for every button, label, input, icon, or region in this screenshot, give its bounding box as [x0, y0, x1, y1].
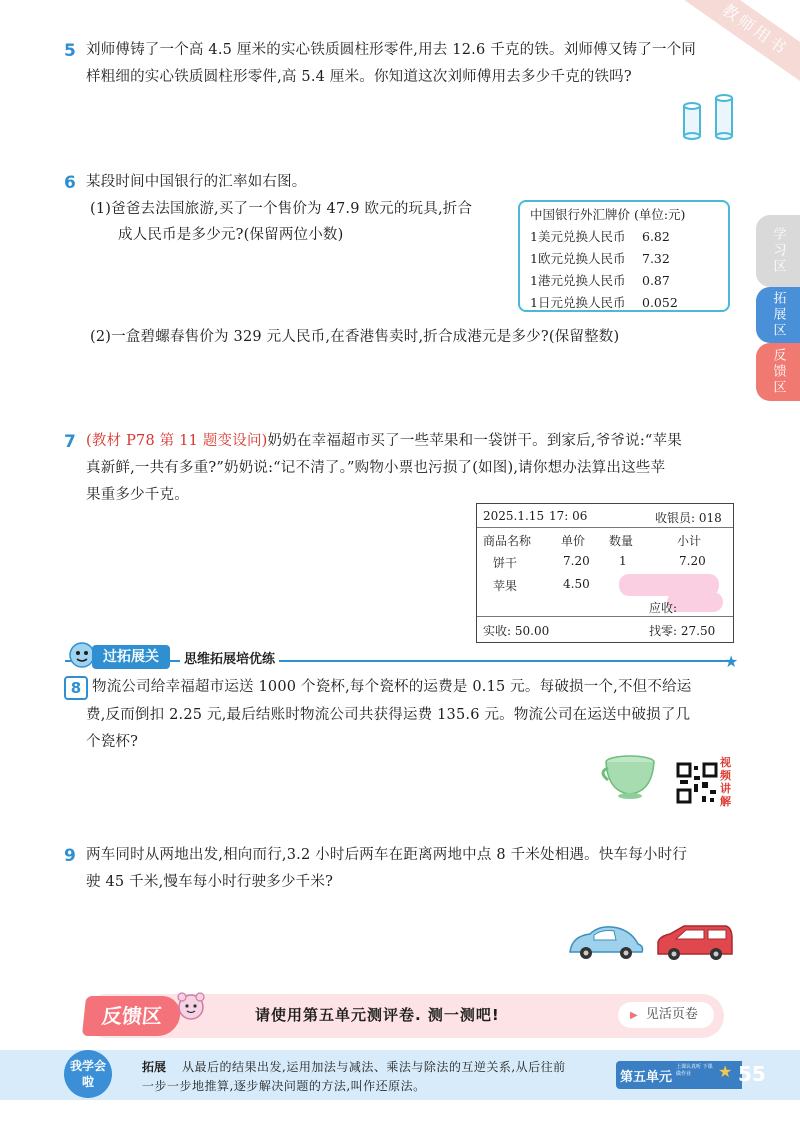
question-9-line1: 两车同时从两地出发,相向而行,3.2 小时后两车在距离两地中点 8 千米处相遇。快车每小时行: [86, 847, 688, 863]
exchange-rate-title: 中国银行外汇牌价 (单位:元): [530, 207, 686, 222]
teacher-book-stamp: 教师用书: [676, 0, 800, 92]
exchange-rate-table: [518, 200, 730, 312]
receipt-header: 商品名称: [483, 534, 532, 548]
receipt-header: 数量: [609, 534, 634, 548]
exchange-rate-row: 1欧元兑换人民币 7.32: [530, 251, 670, 266]
feedback-title: 反馈区: [82, 996, 182, 1036]
teacup-illustration: [600, 752, 662, 802]
receipt-unit-price: 7.20: [563, 554, 590, 568]
blue-car-illustration: [566, 922, 646, 962]
receipt-header: 单价: [561, 534, 586, 548]
question-8-line2: 费,反而倒扣 2.25 元,最后结账时物流公司共获得运费 135.6 元。物流公司在运送中破损了几: [86, 707, 691, 723]
receipt-amount-due: 应收:: [649, 601, 678, 615]
exchange-rate-row: 1美元兑换人民币 6.82: [530, 229, 670, 244]
question-6-number: 6: [64, 173, 76, 193]
i-learned-badge: 我学会啦: [64, 1050, 112, 1098]
view-loose-leaf-label: 见活页卷: [645, 1007, 698, 1022]
footer-tip-line2: 一步一步地推算,逐步解决问题的方法,叫作还原法。: [142, 1079, 426, 1093]
question-8-line1: 物流公司给幸福超市运送 1000 个瓷杯,每个瓷杯的运费是 0.15 元。每破损一个,不但不给运: [92, 679, 692, 695]
question-5-line1: 刘师傅铸了一个高 4.5 厘米的实心铁质圆柱形零件,用去 12.6 千克的铁。刘师傅又铸了一个同: [86, 42, 696, 58]
page-number: 55: [738, 1062, 766, 1086]
footer-tip-line1: 从最后的结果出发,运用加法与减法、乘法与除法的互逆关系,从后往前: [182, 1060, 566, 1074]
question-7-line3: 果重多少千克。: [86, 487, 189, 503]
unit-label: 第五单元: [620, 1070, 673, 1085]
receipt-header: 小计: [677, 534, 702, 548]
exchange-rate-row: 1日元兑换人民币 0.052: [530, 295, 678, 310]
view-loose-leaf-button[interactable]: [618, 1002, 714, 1028]
mascot-bear-icon: [174, 990, 208, 1022]
question-6-part1-line2: 成人民币是多少元?(保留两位小数): [118, 227, 344, 243]
receipt-paid: 实收: 50.00: [483, 624, 550, 638]
tab-feedback-zone[interactable]: [756, 343, 800, 401]
question-8-line3: 个瓷杯?: [86, 734, 139, 750]
tab-study-zone[interactable]: [756, 215, 800, 287]
question-8-number: 8: [64, 676, 88, 700]
receipt-subtotal: 7.20: [679, 554, 706, 568]
shopping-receipt: [476, 503, 734, 643]
star-icon: ★: [724, 652, 739, 671]
receipt-cashier: 收银员: 018: [655, 511, 722, 525]
receipt-item-name: 苹果: [493, 579, 518, 593]
tab-extend-label: 拓展区: [770, 291, 786, 339]
receipt-date: 2025.1.15: [483, 509, 545, 523]
unit-sub-label: 上课认真听 下课做作业: [676, 1064, 713, 1077]
question-6-part1-line1: (1)爸爸去法国旅游,买了一个售价为 47.9 欧元的玩具,折合: [90, 201, 473, 217]
qr-code-icon[interactable]: [676, 762, 718, 804]
receipt-time: 17: 06: [549, 509, 588, 523]
footer-tip-label: 拓展: [142, 1060, 167, 1074]
feedback-instruction: 请使用第五单元测评卷. 测一测吧!: [255, 1006, 500, 1024]
red-car-illustration: [654, 922, 736, 962]
tab-study-label: 学习区: [770, 227, 786, 275]
question-9-line2: 驶 45 千米,慢车每小时行驶多少千米?: [86, 874, 334, 890]
question-9-number: 9: [64, 846, 76, 866]
question-7-line1: (教材 P78 第 11 题变设问)奶奶在幸福超市买了一些苹果和一袋饼干。到家后,爷爷说:“苹果: [86, 433, 682, 449]
question-5-number: 5: [64, 41, 76, 61]
question-5-line2: 样粗细的实心铁质圆柱形零件,高 5.4 厘米。你知道这次刘师傅用去多少千克的铁吗?: [86, 69, 632, 85]
section-badge: 过拓展关: [92, 645, 170, 669]
exchange-rate-row: 1港元兑换人民币 0.87: [530, 273, 670, 288]
tab-extend-zone[interactable]: [756, 287, 800, 343]
question-6-part2: (2)一盒碧螺春售价为 329 元人民币,在香港售卖时,折合成港元是多少?(保留整数): [90, 329, 620, 345]
question-7-line2: 真新鲜,一共有多重?”奶奶说:“记不清了。”购物小票也污损了(如图),请你想办法算出这些苹: [86, 460, 666, 476]
question-6-stem: 某段时间中国银行的汇率如右图。: [86, 174, 307, 190]
video-explanation-label[interactable]: 视频讲解: [720, 756, 731, 808]
question-7-number: 7: [64, 432, 76, 452]
receipt-item-name: 饼干: [493, 556, 518, 570]
play-arrow-icon: ▶: [630, 1010, 638, 1021]
question-7-source: (教材 P78 第 11 题变设问): [86, 433, 268, 449]
tab-feedback-label: 反馈区: [770, 348, 786, 396]
section-subtitle: 思维拓展培优练: [180, 648, 279, 667]
cylinders-illustration: [678, 94, 738, 144]
receipt-change: 找零: 27.50: [649, 624, 716, 638]
receipt-unit-price: 4.50: [563, 577, 590, 591]
star-mascot-icon: ★: [718, 1062, 733, 1081]
receipt-quantity: 1: [619, 554, 627, 568]
